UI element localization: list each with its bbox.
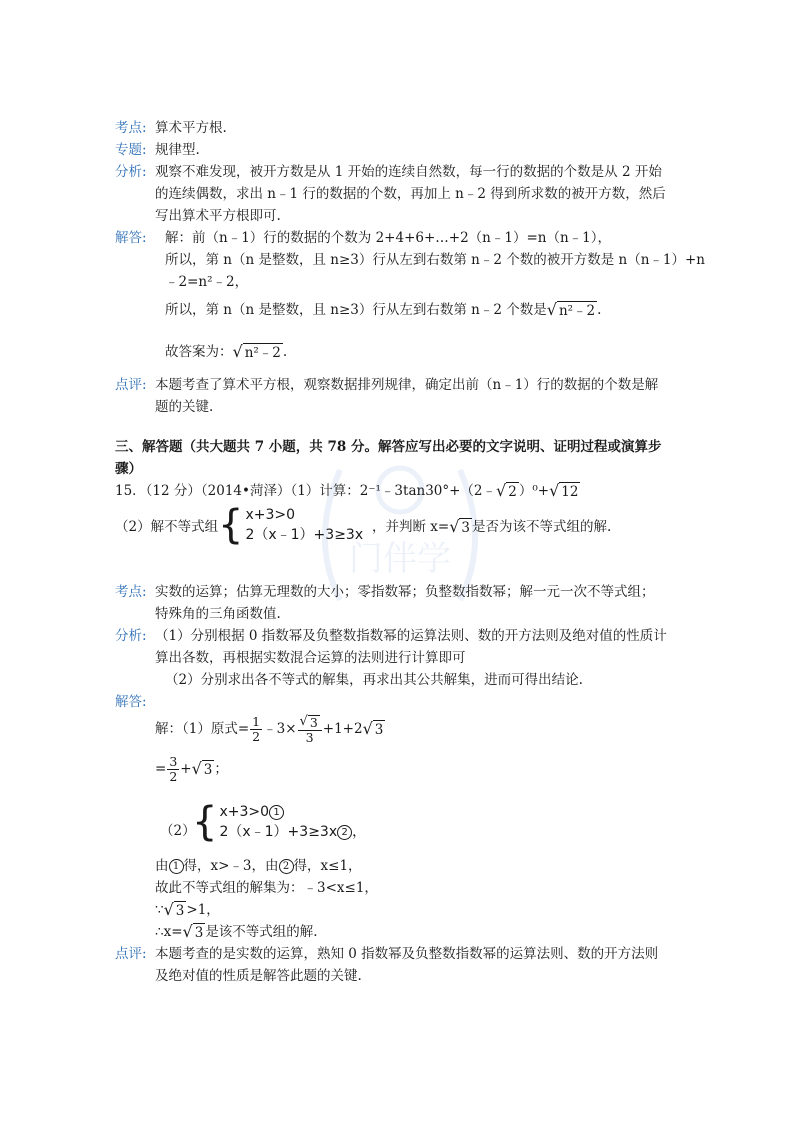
question-15-part2-prefix: （2）解不等式组	[115, 519, 219, 535]
zhuanti-row	[115, 139, 695, 161]
sqrt-2: √ 2	[496, 481, 517, 500]
jieda-line-2: 所以，第 n（n 是整数，且 n≥3）行从左到右数第 n﹣2 个数的被开方数是 n（n﹣1）+n	[165, 252, 705, 268]
q15-text: 15．（12 分）（2014•菏泽）（1）计算：2⁻¹﹣3tan30°+（2﹣	[115, 483, 497, 499]
numerator: 1	[252, 714, 261, 729]
kaodian-line-2: 特殊角的三角函数值.	[155, 606, 281, 622]
radicand: n²﹣2	[558, 303, 596, 319]
inequality-1: x+3>0	[245, 507, 296, 523]
sol-text: +1+2	[322, 721, 363, 737]
denominator: 3	[305, 729, 314, 745]
radicand: 3	[203, 762, 213, 778]
kaodian-label: 考点:	[115, 584, 147, 600]
inequality-2: 2（x﹣1）+3≥3x	[245, 527, 364, 543]
jieda-line-4-text: 所以，第 n（n 是整数，且 n≥3）行从左到右数第 n﹣2 个数是	[165, 302, 547, 318]
dianping-line-2: 及绝对值的性质是解答此题的关键.	[155, 968, 362, 984]
fenxi-row-1	[115, 161, 695, 183]
sol-end: ；	[214, 761, 228, 777]
sqrt-expression: √ n²﹣2	[546, 300, 596, 319]
sol-text: ﹣3×	[263, 721, 297, 737]
fenxi-line-2: 的连续偶数，求出 n﹣1 行的数据的个数，再加上 n﹣2 得到所求数的被开方数，然后	[155, 186, 666, 202]
jieda-line-1: 解：前（n﹣1）行的数据的个数为 2+4+6+…+2（n﹣1）=n（n﹣1），	[165, 230, 612, 246]
left-brace: {	[192, 799, 218, 845]
radicand: 3	[175, 903, 185, 919]
kaodian-row-2	[115, 581, 695, 603]
question-15-line-1	[115, 480, 695, 502]
kaodian-text: 算术平方根.	[155, 120, 227, 136]
radicand: n²﹣2	[244, 345, 281, 361]
sqrt-12: √ 12	[549, 481, 579, 500]
numerator: 3	[169, 754, 178, 769]
question-15-part2-suffix	[372, 516, 692, 538]
sol-text: +	[180, 761, 192, 777]
circled-number-2: 2	[279, 859, 294, 874]
dianping-line-1: 本题考查了算术平方根，观察数据排列规律，确定出前（n﹣1）行的数据的个数是解	[155, 377, 659, 393]
sqrt-3: √ 3	[163, 900, 185, 919]
solution-line-6: ∵ √ 3 >1，	[155, 900, 220, 919]
q15-mid: ）⁰+	[518, 483, 550, 499]
fraction-sqrt3-over-3	[298, 715, 322, 745]
zhuanti-label: 专题:	[115, 142, 147, 158]
kaodian-row-1	[115, 117, 695, 139]
suffix-text: ，并判断 x=	[372, 519, 450, 535]
left-brace: {	[218, 502, 244, 548]
radicand: 3	[194, 925, 204, 941]
dianping-label: 点评:	[115, 946, 147, 962]
period: .	[597, 302, 602, 318]
kaodian-label: 考点:	[115, 120, 147, 136]
solution-line-7: ∴x= √ 3 是该不等式组的解.	[155, 922, 318, 941]
sol-text: 解：（1）原式=	[155, 721, 250, 737]
period: .	[282, 344, 288, 360]
fraction-3-over-2	[167, 755, 179, 784]
solution-line-4: 由 1 得，x>﹣3，由 2 得，x≤1，	[155, 858, 362, 874]
inequality-1: x+3>0 1	[219, 802, 366, 822]
radicand: 3	[461, 520, 471, 536]
sqrt-3: √ 3	[449, 517, 471, 536]
fenxi-line-3: 写出算术平方根即可.	[155, 208, 281, 224]
jieda-label: 解答:	[115, 694, 147, 710]
fenxi-line-1: （1）分别根据 0 指数幂及负整数指数幂的运算法则、数的开方法则及绝对值的性质计	[155, 628, 667, 644]
sol-text: =	[155, 761, 167, 777]
fenxi-line-2: 算出各数，再根据实数混合运算的法则进行计算即可	[155, 650, 466, 666]
sqrt-3: √ 3	[182, 922, 204, 941]
solution-line-5: 故此不等式组的解集为：﹣3<x≤1，	[155, 880, 378, 896]
denominator: 2	[169, 769, 178, 784]
inequality-2: 2（x﹣1）+3≥3x 2 ，	[219, 824, 367, 840]
dianping-row-2	[115, 943, 695, 965]
dianping-line-2: 题的关键.	[155, 399, 214, 415]
svg-text:门伴学: 门伴学	[349, 539, 451, 579]
radicand: 3	[374, 722, 384, 738]
radicand: 12	[561, 484, 579, 500]
jieda-line-3: ﹣2=n²﹣2，	[165, 274, 249, 290]
circled-number-2: 2	[337, 825, 352, 840]
circled-number-1: 1	[269, 805, 284, 820]
radicand: 3	[309, 714, 318, 730]
fenxi-line-1: 观察不难发现，被开方数是从 1 开始的连续自然数，每一行的数据的个数是从 2 开始	[155, 164, 662, 180]
section-heading-line-2: 骤）	[115, 461, 142, 477]
sqrt-3: √ 3	[191, 759, 213, 778]
zhuanti-text: 规律型.	[155, 142, 200, 158]
fenxi-label: 分析:	[115, 628, 147, 644]
jieda-line-4	[165, 299, 695, 321]
denominator: 2	[252, 729, 261, 744]
fenxi-row-2	[115, 625, 695, 647]
fenxi-line-3: （2）分别求出各不等式的解集，再求出其公共解集，进而可得出结论.	[165, 672, 583, 688]
circled-number-1: 1	[169, 859, 184, 874]
fraction-half	[250, 715, 262, 744]
inequality-system-2	[192, 799, 367, 845]
solution-line-1	[155, 712, 695, 746]
answer-line	[165, 341, 695, 363]
dianping-line-1: 本题考查的是实数的运算，熟知 0 指数幂及负整数指数幂的运算法则、数的开方法则	[155, 946, 659, 962]
sqrt-expression: √ n²﹣2	[232, 342, 281, 361]
suffix-end: 是否为该不等式组的解.	[472, 519, 612, 535]
section-heading-line-1: 三、解答题（共大题共 7 小题，共 78 分。解答应写出必要的文字说明、证明过程或演算步	[115, 439, 662, 455]
radicand: 2	[508, 484, 517, 500]
dianping-row-1	[115, 374, 695, 396]
solution-line-2	[155, 752, 695, 786]
numerator: √ 3	[298, 715, 322, 731]
jieda-label: 解答:	[115, 230, 147, 246]
solution-part2-prefix: （2）	[160, 823, 196, 839]
answer-prefix: 故答案为：	[165, 344, 233, 360]
kaodian-line-1: 实数的运算；估算无理数的大小；零指数幂；负整数指数幂；解一元一次不等式组；	[155, 584, 655, 600]
jieda-row-2	[115, 691, 695, 713]
sqrt-3: √ 3	[362, 719, 384, 738]
dianping-label: 点评:	[115, 377, 147, 393]
inequality-system-1	[218, 502, 364, 548]
fenxi-label: 分析:	[115, 164, 147, 180]
